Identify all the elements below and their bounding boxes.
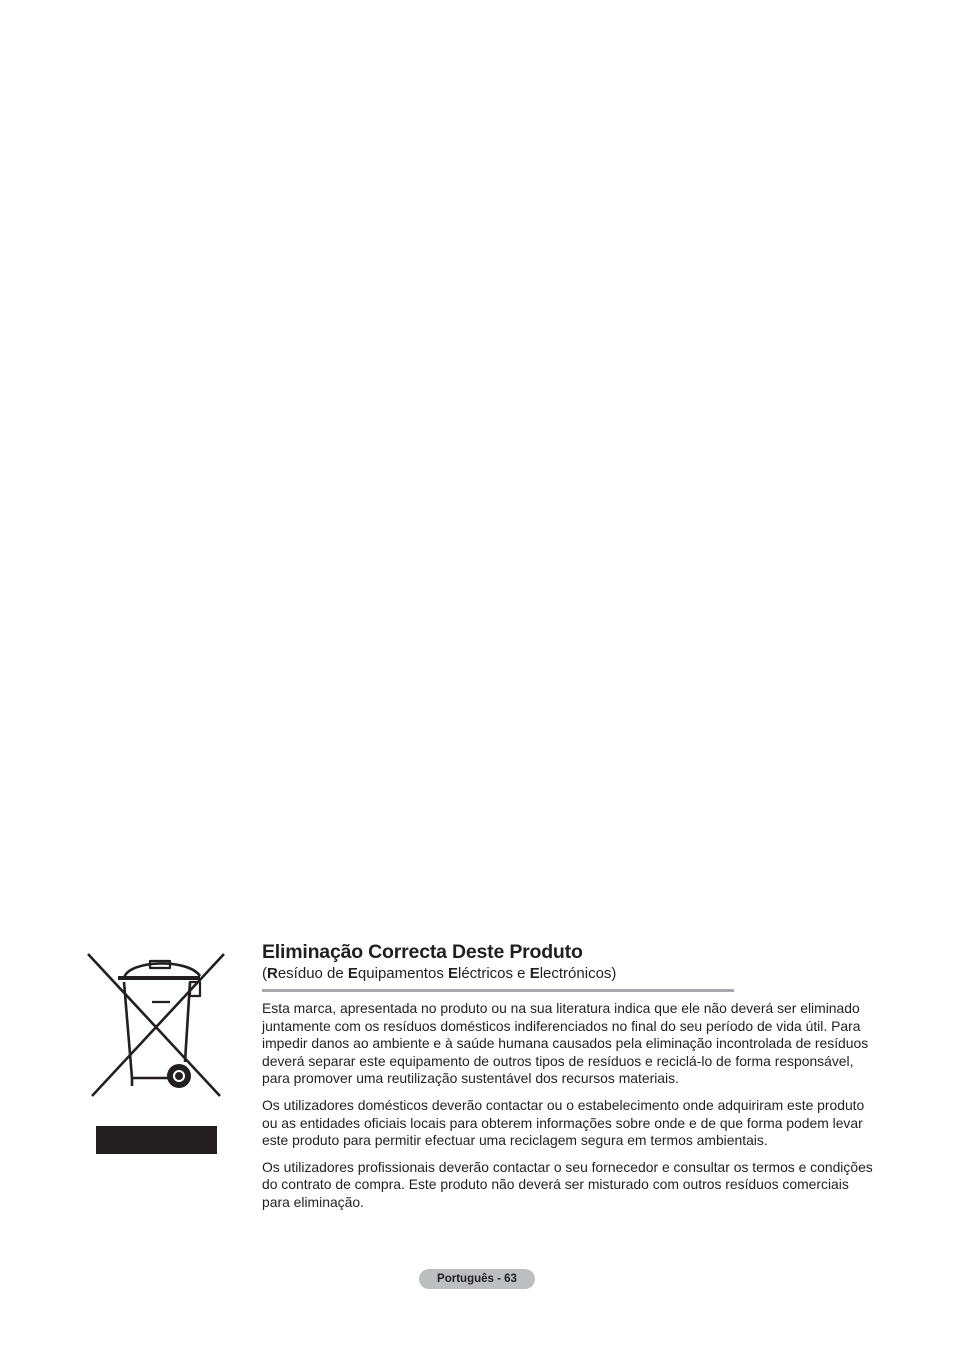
- disposal-section: [262, 940, 874, 1221]
- subtitle-open-paren: (: [262, 965, 267, 982]
- section-title: Eliminação Correcta Deste Produto: [262, 941, 583, 963]
- subtitle-initial-e2: E: [447, 965, 458, 982]
- subtitle-part-2: quipamentos: [357, 965, 448, 982]
- paragraph-marking: Esta marca, apresentada no produto ou na sua literatura indica que ele não deverá ser eliminado juntamente com os resíduos domésticos indiferenciados no final do seu período de vida útil. Para impedir danos ao ambiente e à saúde humana causados pela eliminação incontrolada de resíduos deverá separar este equipamento de outros tipos de resíduos e reciclá-lo de forma responsável, para promover uma reutilização sustentável dos recursos materiais.: [262, 1000, 869, 1087]
- paragraph-business-users: Os utilizadores profissionais deverão contactar o seu fornecedor e consultar os termos e condições do contrato de compra. Este produto não deverá ser misturado com outros resíduos comerciais para eliminação.: [262, 1158, 873, 1210]
- subtitle-initial-e1: E: [347, 965, 358, 982]
- page-number-badge: Português - 63: [419, 1269, 535, 1289]
- subtitle-part-1: esíduo de: [277, 965, 348, 982]
- solid-black-bar: [96, 1126, 217, 1154]
- section-subtitle: [262, 964, 874, 983]
- subtitle-initial-e3: E: [529, 965, 540, 982]
- divider-rule: [262, 989, 734, 992]
- subtitle-part-3: léctricos e: [458, 965, 530, 982]
- crossed-out-wheelie-bin-icon: [84, 950, 230, 1100]
- subtitle-part-4: lectrónicos): [539, 965, 617, 982]
- subtitle-initial-r: R: [267, 965, 278, 982]
- paragraph-household-users: Os utilizadores domésticos deverão contactar ou o estabelecimento onde adquiriram este produto ou as entidades oficiais locais para obterem informações sobre onde e de que forma podem levar este produto para permitir efectuar uma reciclagem segura em termos ambientais.: [262, 1096, 865, 1149]
